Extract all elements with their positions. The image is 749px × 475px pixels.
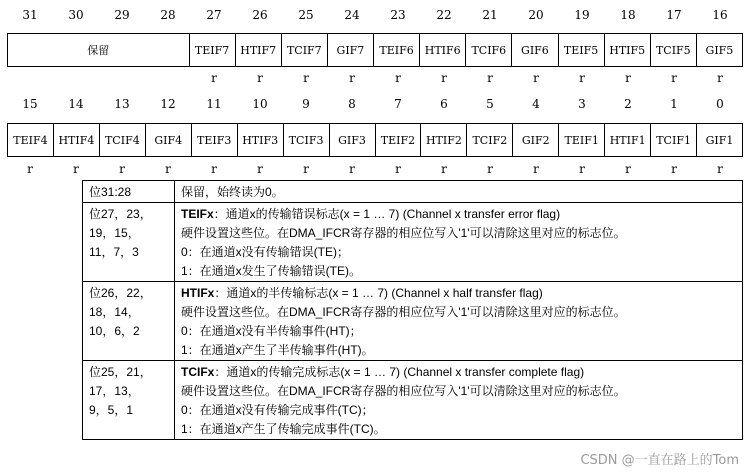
field-title <box>181 363 736 382</box>
access-type: r <box>717 162 723 176</box>
bit-number: 21 <box>482 8 498 22</box>
bit-range-line: 位31:28 <box>89 185 132 199</box>
lower-access-row <box>7 162 743 178</box>
bit-number: 19 <box>574 8 590 22</box>
access-type: r <box>671 71 677 85</box>
bit-range-line: 9，5，1 <box>89 403 134 417</box>
field-title-text: ：通道x的半传输标志(x = 1 … 7) (Channel x half transfer flag) <box>214 286 543 300</box>
register-field: TEIF1 <box>559 124 605 156</box>
bit-number: 13 <box>114 97 130 111</box>
bit-number: 8 <box>348 97 356 111</box>
bit-number: 25 <box>298 8 314 22</box>
bit-number: 6 <box>440 97 448 111</box>
bit-number: 16 <box>712 8 728 22</box>
bit-number: 10 <box>252 97 268 111</box>
bit-description <box>175 203 743 282</box>
bit-number: 0 <box>716 97 724 111</box>
bit-range-line: 位26，22， <box>89 286 152 300</box>
access-type: r <box>257 162 263 176</box>
field-title <box>181 284 736 303</box>
bit-range <box>83 361 175 440</box>
reserved-field: 保留 <box>8 34 190 66</box>
bit-number: 11 <box>206 97 222 111</box>
bit-number: 22 <box>436 8 452 22</box>
description-line: 硬件设置这些位。在DMA_IFCR寄存器的相应位写入'1'可以清除这里对应的标志位。 <box>181 384 626 398</box>
bit-range-line: 11，7，3 <box>89 245 139 259</box>
bit-number: 9 <box>302 97 310 111</box>
register-field: TCIF7 <box>282 34 328 66</box>
description-row <box>83 181 743 203</box>
access-type: r <box>211 71 217 85</box>
upper-bit-numbers <box>7 7 743 23</box>
upper-access-row <box>7 71 743 87</box>
description-line: 保留，始终读为0。 <box>181 185 284 199</box>
access-type: r <box>671 162 677 176</box>
access-type: r <box>303 71 309 85</box>
bit-range-line: 19，15， <box>89 226 140 240</box>
lower-bit-numbers <box>7 96 743 112</box>
bit-number: 31 <box>22 8 38 22</box>
bit-number: 15 <box>22 97 38 111</box>
access-type: r <box>395 162 401 176</box>
register-field: TCIF6 <box>466 34 512 66</box>
bit-number: 28 <box>160 8 176 22</box>
access-type: r <box>165 162 171 176</box>
bit-number: 27 <box>206 8 222 22</box>
access-type: r <box>487 71 493 85</box>
bit-number: 14 <box>68 97 84 111</box>
bit-description <box>175 361 743 440</box>
access-spacer <box>7 71 53 87</box>
description-line: 1：在通道x产生了半传输事件(HT)。 <box>181 343 374 357</box>
field-name: HTIFx <box>181 286 215 300</box>
register-field: HTIF6 <box>420 34 466 66</box>
bit-number: 29 <box>114 8 130 22</box>
register-field: GIF3 <box>330 124 376 156</box>
access-type: r <box>27 162 33 176</box>
register-field: TEIF3 <box>192 124 238 156</box>
field-title-text: ：通道x的传输错误标志(x = 1 … 7) (Channel x transfer error flag) <box>213 207 561 221</box>
bit-number: 7 <box>394 97 402 111</box>
register-field: GIF2 <box>513 124 559 156</box>
bit-number: 2 <box>624 97 632 111</box>
register-field: TCIF4 <box>100 124 146 156</box>
field-title <box>181 205 736 224</box>
access-type: r <box>717 71 723 85</box>
bit-number: 12 <box>160 97 176 111</box>
register-field: TCIF1 <box>651 124 697 156</box>
register-field: GIF4 <box>146 124 192 156</box>
bit-number: 24 <box>344 8 360 22</box>
description-line: 0：在通道x没有传输完成事件(TC)； <box>181 403 374 417</box>
description-row <box>83 361 743 440</box>
register-field: HTIF5 <box>605 34 651 66</box>
access-type: r <box>119 162 125 176</box>
bit-number: 5 <box>486 97 494 111</box>
bit-range-line: 位27，23， <box>89 207 152 221</box>
access-type: r <box>533 71 539 85</box>
access-type: r <box>625 71 631 85</box>
lower-register-row <box>7 123 743 157</box>
access-type: r <box>257 71 263 85</box>
field-name: TCIFx <box>181 365 215 379</box>
bit-range-line: 17，13， <box>89 384 140 398</box>
bit-range <box>83 181 175 203</box>
access-type: r <box>349 71 355 85</box>
field-name: TEIFx <box>181 207 214 221</box>
access-type: r <box>303 162 309 176</box>
description-line: 0：在通道x没有半传输事件(HT)； <box>181 324 362 338</box>
description-line: 1：在通道x发生了传输错误(TE)。 <box>181 264 362 278</box>
bit-range <box>83 282 175 361</box>
register-field: GIF6 <box>512 34 558 66</box>
bit-number: 4 <box>532 97 540 111</box>
register-field: TEIF2 <box>376 124 422 156</box>
bit-number: 1 <box>670 97 678 111</box>
register-field: TCIF3 <box>284 124 330 156</box>
register-field: TEIF5 <box>559 34 605 66</box>
access-type: r <box>533 162 539 176</box>
register-field: GIF5 <box>697 34 743 66</box>
register-field: HTIF1 <box>605 124 651 156</box>
access-type: r <box>579 71 585 85</box>
bit-range-line: 10，6，2 <box>89 324 140 338</box>
bit-range-line: 位25，21， <box>89 365 152 379</box>
bit-range-line: 18，14， <box>89 305 140 319</box>
register-field: HTIF7 <box>236 34 282 66</box>
bit-number: 3 <box>578 97 586 111</box>
description-row <box>83 203 743 282</box>
register-field: GIF1 <box>697 124 743 156</box>
bit-number: 23 <box>390 8 406 22</box>
bit-description <box>175 282 743 361</box>
description-line: 1：在通道x产生了传输完成事件(TC)。 <box>181 422 386 436</box>
register-field: GIF7 <box>328 34 374 66</box>
register-field: HTIF3 <box>238 124 284 156</box>
access-type: r <box>579 162 585 176</box>
access-type: r <box>211 162 217 176</box>
bit-number: 30 <box>68 8 84 22</box>
upper-register-row <box>7 33 743 67</box>
bit-range <box>83 203 175 282</box>
register-field: TEIF6 <box>374 34 420 66</box>
description-line: 硬件设置这些位。在DMA_IFCR寄存器的相应位写入'1'可以清除这里对应的标志位。 <box>181 305 626 319</box>
register-field: TCIF5 <box>651 34 697 66</box>
access-spacer <box>145 71 191 87</box>
register-field: TCIF2 <box>467 124 513 156</box>
description-line: 0：在通道x没有传输错误(TE)； <box>181 245 350 259</box>
bit-description-table <box>82 180 743 440</box>
field-title-text: ：通道x的传输完成标志(x = 1 … 7) (Channel x transfer complete flag) <box>214 365 585 379</box>
access-type: r <box>395 71 401 85</box>
bit-number: 18 <box>620 8 636 22</box>
bit-number: 17 <box>666 8 682 22</box>
access-type: r <box>487 162 493 176</box>
access-type: r <box>441 162 447 176</box>
register-field: TEIF4 <box>8 124 54 156</box>
access-type: r <box>73 162 79 176</box>
bit-description <box>175 181 743 203</box>
access-type: r <box>349 162 355 176</box>
description-line: 硬件设置这些位。在DMA_IFCR寄存器的相应位写入'1'可以清除这里对应的标志位。 <box>181 226 626 240</box>
register-field: TEIF7 <box>190 34 236 66</box>
access-spacer <box>99 71 145 87</box>
bit-number: 20 <box>528 8 544 22</box>
access-type: r <box>625 162 631 176</box>
register-field: HTIF4 <box>54 124 100 156</box>
bit-number: 26 <box>252 8 268 22</box>
watermark: CSDN @一直在路上的Tom <box>580 453 739 468</box>
access-spacer <box>53 71 99 87</box>
access-type: r <box>441 71 447 85</box>
description-row <box>83 282 743 361</box>
register-field: HTIF2 <box>421 124 467 156</box>
